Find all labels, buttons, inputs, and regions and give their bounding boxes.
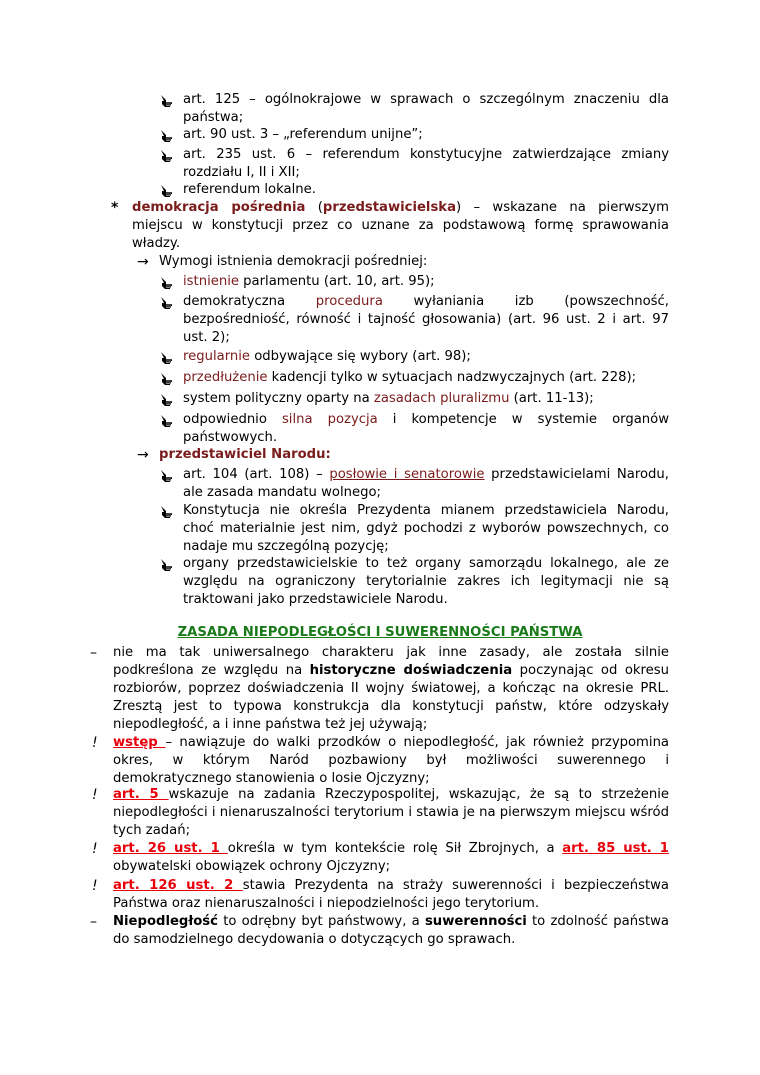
list-item: art. 235 ust. 6 – referendum konstytucyjne zatwierdzające zmiany rozdziału I, II i XII; — [183, 147, 669, 180]
list-item: Konstytucja nie określa Prezydenta mianem przedstawiciela Narodu, choć materialnie jest nim, gdyż pochodzi z wyborów powszechnych, co nadaje mu szczególną pozycję; — [183, 503, 669, 554]
list-item: art. 104 (art. 108) – posłowie i senatorowie przedstawicielami Narodu, ale zasada mandatu wolnego; — [183, 467, 669, 500]
pointing-hand-icon — [160, 371, 174, 387]
right-arrow-icon: → — [137, 254, 149, 270]
pointing-hand-icon — [160, 468, 174, 484]
right-arrow-icon: → — [137, 447, 149, 463]
paragraph: art. 5 wskazuje na zadania Rzeczypospolitej, wskazując, że są to strzeżenie niepodległości i nienaruszalności terytorium i stawia je na pierwszym miejscu wśród tych zadań; — [113, 787, 669, 838]
asterisk-bullet: * — [111, 200, 119, 216]
pointing-hand-icon — [160, 392, 174, 408]
exclamation-bullet: ! — [92, 735, 98, 751]
pointing-hand-icon — [160, 275, 174, 291]
paragraph: art. 26 ust. 1 określa w tym kontekście rolę Sił Zbrojnych, a art. 85 ust. 1 obywatelski obowiązek ochrony Ojczyzny; — [113, 841, 669, 874]
pointing-hand-icon — [160, 504, 174, 520]
paragraph: nie ma tak uniwersalnego charakteru jak inne zasady, ale została silnie podkreślona ze względu na historyczne doświadczenia poczynając od okresu rozbiorów, poprzez doświadczenia II wojny światowej, a kończąc na okresie PRL. Zresztą jest to typowa konstrukcja dla konstytucji państw, które odzyskały niepodległość, a i inne państwa też jej używają; — [113, 645, 670, 732]
paragraph: art. 126 ust. 2 stawia Prezydenta na straży suwerenności i bezpieczeństwa Państwa oraz nienaruszalności i niepodzielności jego terytorium. — [113, 878, 669, 911]
list-item: regularnie odbywające się wybory (art. 98); — [183, 349, 471, 364]
paragraph: wstęp – nawiązuje do walki przodków o niepodległość, jak również przypomina okres, w którym Naród pozbawiony był możliwości suwerennego i demokratycznego stanowienia o losie Ojczyzny; — [113, 735, 670, 786]
dash-bullet: – — [90, 914, 97, 930]
list-item: demokratyczna procedura wyłaniania izb (powszechność, bezpośredniość, równość i tajność głosowania) (art. 96 ust. 2 i art. 97 ust. 2); — [183, 294, 669, 345]
pointing-hand-icon — [160, 557, 174, 573]
dash-bullet: – — [90, 645, 97, 661]
list-item: referendum lokalne. — [183, 182, 316, 197]
list-item: system polityczny oparty na zasadach pluralizmu (art. 11-13); — [183, 391, 594, 406]
list-item: art. 125 – ogólnokrajowe w sprawach o szczególnym znaczeniu dla państwa; — [183, 92, 669, 125]
paragraph-democracy: demokracja pośrednia (przedstawicielska) – wskazane na pierwszym miejscu w konstytucji przez co uznane za podstawową formę sprawowania władzy. — [132, 200, 669, 251]
list-item: przedłużenie kadencji tylko w sytuacjach nadzwyczajnych (art. 228); — [183, 370, 637, 385]
list-item: istnienie parlamentu (art. 10, art. 95); — [183, 274, 435, 289]
pointing-hand-icon — [160, 183, 174, 199]
list-item: organy przedstawicielskie to też organy samorządu lokalnego, ale ze względu na ograniczony terytorialnie zakres ich legitymacji nie są traktowani jako przedstawiciele Narodu. — [183, 556, 669, 607]
exclamation-bullet: ! — [92, 841, 98, 857]
subheading-representative: przedstawiciel Narodu: — [159, 447, 331, 462]
section-title: ZASADA NIEPODLEGŁOŚCI I SUWERENNOŚCI PAŃSTWA — [177, 625, 583, 640]
pointing-hand-icon — [160, 295, 174, 311]
pointing-hand-icon — [160, 148, 174, 164]
subheading-requirements: Wymogi istnienia demokracji pośredniej: — [159, 254, 428, 269]
pointing-hand-icon — [160, 413, 174, 429]
list-item: art. 90 ust. 3 – „referendum unijne”; — [183, 127, 423, 142]
exclamation-bullet: ! — [92, 878, 98, 894]
paragraph: Niepodległość to odrębny byt państwowy, a suwerenności to zdolność państwa do samodzielnego decydowania o dotyczących go sprawach. — [113, 914, 669, 947]
pointing-hand-icon — [160, 350, 174, 366]
pointing-hand-icon — [160, 93, 174, 109]
list-item: odpowiednio silna pozycja i kompetencje w systemie organów państwowych. — [183, 412, 669, 445]
pointing-hand-icon — [160, 128, 174, 144]
exclamation-bullet: ! — [92, 787, 98, 803]
